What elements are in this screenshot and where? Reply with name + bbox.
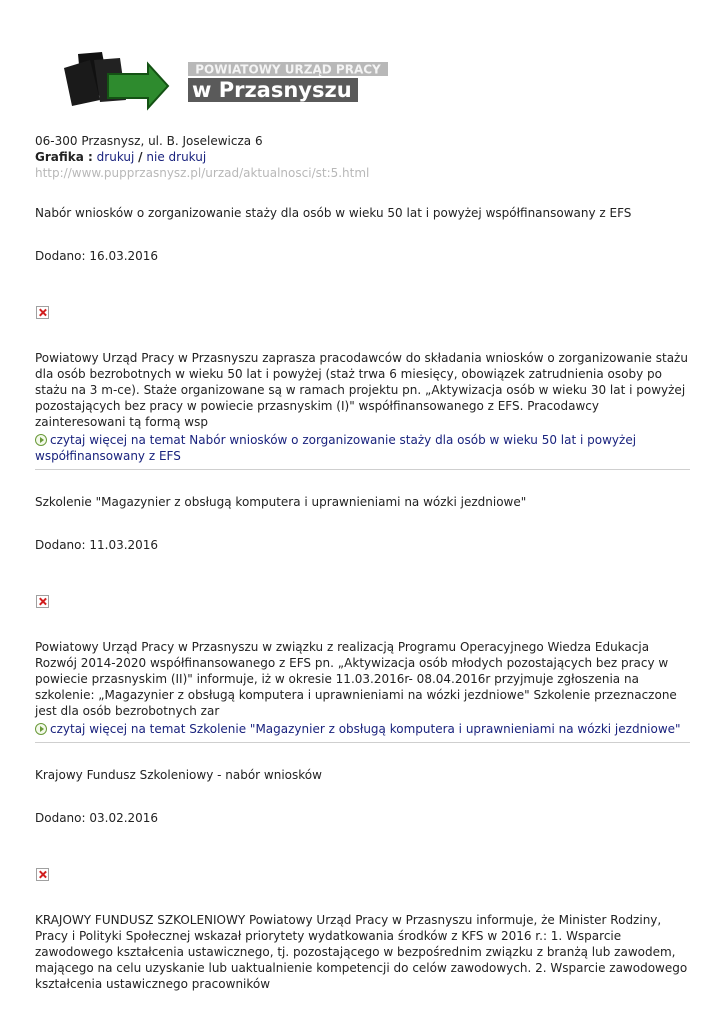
broken-image-icon — [36, 595, 49, 608]
article-body: Powiatowy Urząd Pracy w Przasnyszu w związku z realizacją Programu Operacyjnego Wiedza Edukacja Rozwój 2014-2020 współfinansowanego z EFS pn. „Aktywizacja osób młodych pozostających bez pracy w powiecie przasnyskim (II)" informuje, iż w okresie 11.03.2016r- 08.04.2016r przyjmuje zgłoszenia na szkolenie: „Magazynier z obsługą komputera i uprawnieniami na wózki jezdniowe" Szkolenie przeznaczone jest dla osób bezrobotnych zar — [35, 640, 677, 718]
article-title: Krajowy Fundusz Szkoleniowy - nabór wniosków — [35, 768, 322, 782]
article-date: Dodano: 03.02.2016 — [35, 811, 159, 825]
article-title: Nabór wniosków o zorganizowanie staży dla osób w wieku 50 lat i powyżej współfinansowany z EFS — [35, 206, 632, 220]
article-title: Szkolenie "Magazynier z obsługą komputera i uprawnieniami na wózki jezdniowe" — [35, 495, 527, 509]
read-more-text: czytaj więcej na temat Szkolenie "Magazynier z obsługą komputera i uprawnieniami na wózki jezdniowe" — [50, 722, 681, 736]
broken-image-icon — [36, 868, 49, 881]
article-date: Dodano: 11.03.2016 — [35, 538, 159, 552]
print-on-link[interactable]: drukuj — [96, 150, 135, 164]
print-label: Grafika : — [35, 150, 93, 164]
logo-line1: POWIATOWY URZĄD PRACY — [195, 62, 381, 77]
print-separator: / — [138, 150, 143, 164]
read-more-link[interactable] — [35, 432, 690, 464]
broken-image-icon — [36, 306, 49, 319]
divider — [35, 742, 690, 743]
print-off-link[interactable]: nie drukuj — [146, 150, 207, 164]
logo-cards-icon — [64, 52, 168, 108]
pup-przasnysz-logo — [60, 50, 400, 112]
divider — [35, 469, 690, 470]
article-date: Dodano: 16.03.2016 — [35, 249, 159, 263]
logo-line2: w Przasnyszu — [192, 78, 352, 102]
print-options — [35, 149, 690, 165]
article-body: KRAJOWY FUNDUSZ SZKOLENIOWY Powiatowy Urząd Pracy w Przasnyszu informuje, że Minister Rodziny, Pracy i Polityki Społecznej wskazał priorytety wydatkowania środków z KFS w 2016 r.: 1. Wsparcie zawodowego kształcenia ustawicznego, tj. pozostającego w bezpośrednim związku z branżą lub zawodem, mającego na celu uzyskanie lub uaktualnienie kompetencji do celów zawodowych. 2. Wsparcie zawodowego kształcenia ustawicznego pracowników — [35, 913, 688, 991]
read-more-link[interactable] — [35, 721, 690, 737]
read-more-text: czytaj więcej na temat Nabór wniosków o zorganizowanie staży dla osób w wieku 50 lat i powyżej współfinansowany z EFS — [35, 433, 637, 463]
arrow-circle-icon — [35, 434, 47, 446]
article-body: Powiatowy Urząd Pracy w Przasnyszu zaprasza pracodawców do składania wniosków o zorganizowanie stażu dla osób bezrobotnych w wieku 50 lat i powyżej (staż trwa 6 miesięcy, obowiązek zatrudnienia osoby po stażu na 3 m-ce). Staże organizowane są w ramach projektu pn. „Aktywizacja osób w wieku 30 lat i powyżej pozostających bez pracy w powiecie przasnyskim (I)" współfinansowanego z EFS. Pracodawcy zainteresowani tą formą wsp — [35, 351, 688, 429]
page-url: http://www.pupprzasnysz.pl/urzad/aktualnosci/st:5.html — [35, 166, 370, 180]
office-address: 06-300 Przasnysz, ul. B. Joselewicza 6 — [35, 134, 263, 148]
arrow-circle-icon — [35, 723, 47, 735]
